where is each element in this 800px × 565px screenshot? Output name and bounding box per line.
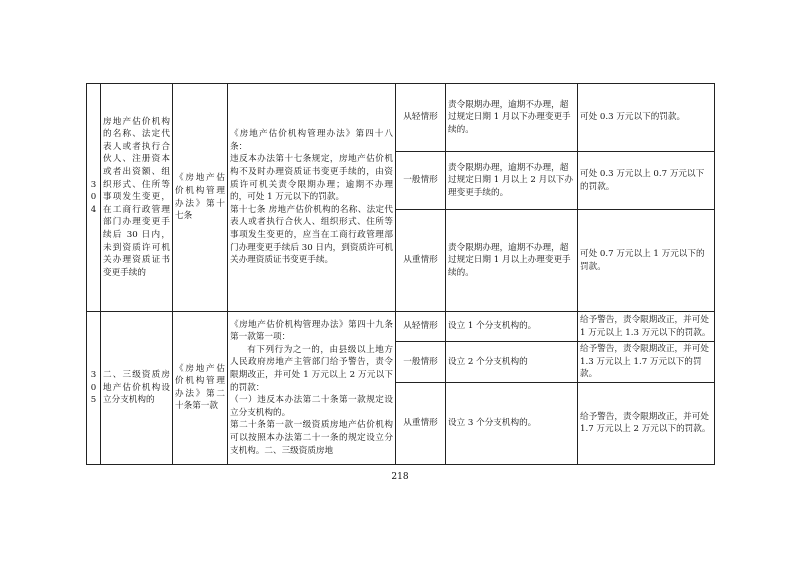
circumstance-standard: 设立 2 个分支机构的: [446, 342, 578, 383]
penalty-provision: 《房地产估价机构管理办法》第四十八条： 违反本办法第十七条规定，房地产估价机构不及时办理资质证书变更手续的，由资质许可机关责令限期办理；逾期不办理的，可处 1 万元以下的罚款。 第十七条 房地产估价机构的名称、法定代表人或者执行合伙人、组织形式、住所等事项发生变更的，应当在工商行政管理部门办理变更手续后 30 日内，到资质许可机关办理资质证书变更手续。: [228, 84, 396, 312]
violation-item: 房地产估价机构的名称、法定代表人或者执行合伙人、注册资本或者出资额、组织形式、住所等事项发生变更，在工商行政管理部门办理变更手续后 30 日内，未到资质许可机关办理资质证书变更手续的: [101, 84, 173, 312]
circumstance-level: 从重情形: [396, 382, 446, 464]
penalty-provision-title: 《房地产估价机构管理办法》第四十九条第一款第一项：: [230, 319, 393, 343]
penalty-amount: 给予警告，责令限期改正，并可处 1.7 万元以上 2 万元以下的罚款。: [578, 382, 715, 464]
circumstance-standard: 责令限期办理，逾期不办理，超过规定日期 1 月以上 2 月以下办理变更手续的。: [446, 152, 578, 210]
table-row-304-light: [87, 84, 715, 152]
violation-item: 二、三级资质房地产估价机构设立分支机构的: [101, 312, 173, 465]
penalty-amount: 可处 0.3 万元以下的罚款。: [578, 84, 715, 152]
circumstance-level: 一般情形: [396, 152, 446, 210]
legal-basis: 《房地产估价机构管理办法》第二十条第一款: [173, 312, 228, 465]
circumstance-standard: 责令限期办理，逾期不办理，超过规定日期 1 月以下办理变更手续的。: [446, 84, 578, 152]
circumstance-standard: 设立 3 个分支机构的。: [446, 382, 578, 464]
row-number: 305: [87, 312, 101, 465]
penalty-amount: 可处 0.7 万元以上 1 万元以下的罚款。: [578, 210, 715, 312]
row-number: 304: [87, 84, 101, 312]
table-row-305-light: [87, 312, 715, 342]
penalty-standard-table: [86, 83, 715, 465]
circumstance-level: 从轻情形: [396, 312, 446, 342]
penalty-amount: 给予警告，责令限期改正，并可处 1.3 万元以上 1.7 万元以下的罚款。: [578, 342, 715, 383]
penalty-amount: 可处 0.3 万元以上 0.7 万元以下的罚款。: [578, 152, 715, 210]
page-number: 218: [391, 472, 409, 482]
circumstance-level: 从重情形: [396, 210, 446, 312]
penalty-amount: 给予警告，责令限期改正，并可处 1 万元以上 1.3 万元以下的罚款。: [578, 312, 715, 342]
circumstance-level: 一般情形: [396, 342, 446, 383]
penalty-provision: [228, 312, 396, 465]
penalty-provision-body: 有下列行为之一的，由县级以上地方人民政府房地产主管部门给予警告，责令限期改正，并可处 1 万元以上 2 万元以下的罚款： （一）违反本办法第二十条第一款规定设立分支机构的。 第二十条第一款一级资质房地产估价机构可以按照本办法第二十一条的规定设立分支机构。二、三级资质房地: [230, 344, 393, 456]
circumstance-standard: 设立 1 个分支机构的。: [446, 312, 578, 342]
circumstance-level: 从轻情形: [396, 84, 446, 152]
legal-basis: 《房地产估价机构管理办法》第十七条: [173, 84, 228, 312]
circumstance-standard: 责令限期办理，逾期不办理，超过规定日期 1 月以上办理变更手续的。: [446, 210, 578, 312]
